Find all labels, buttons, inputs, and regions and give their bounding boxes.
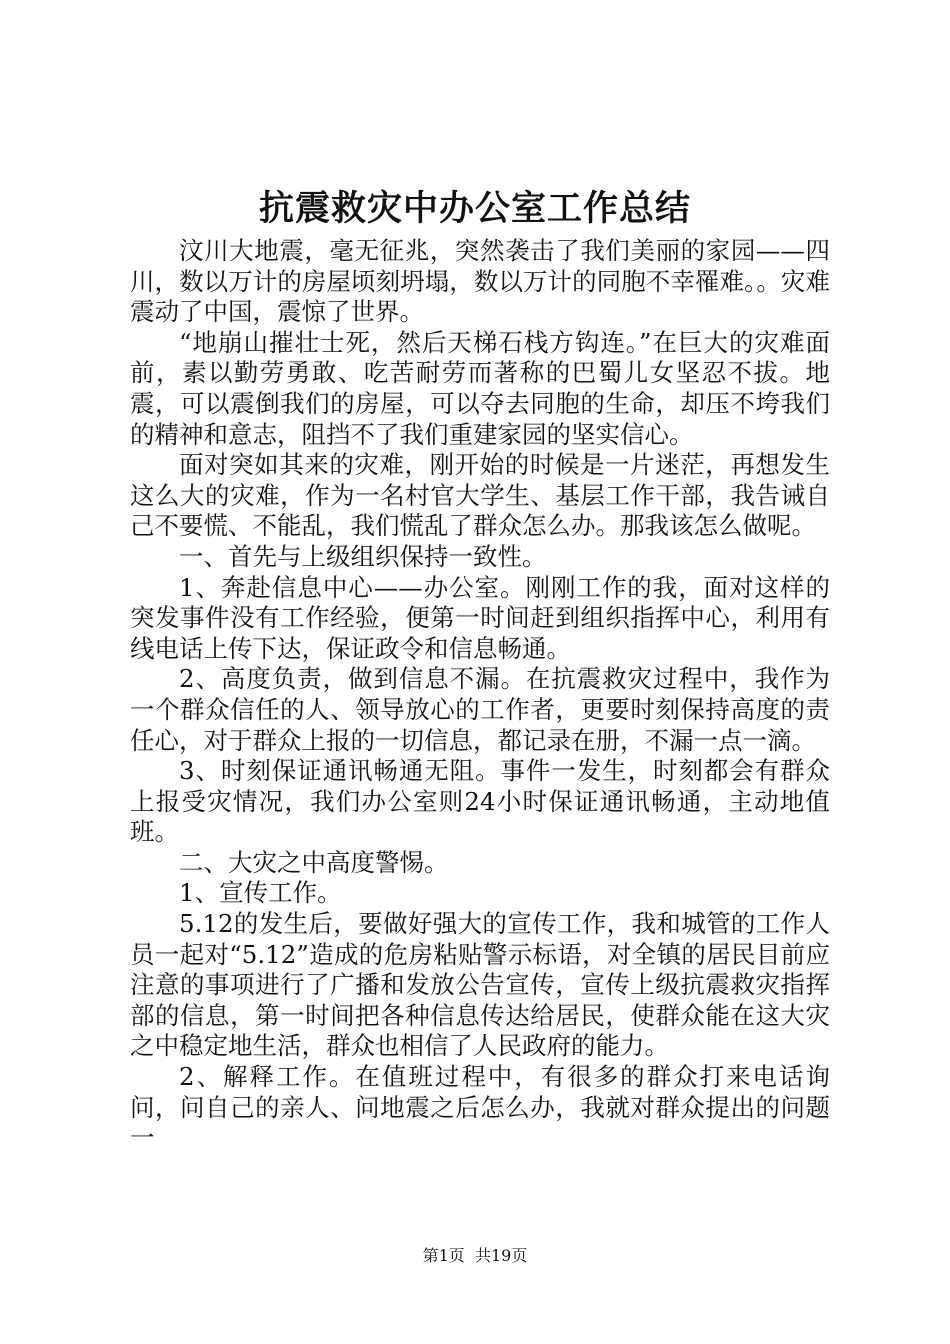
section-heading-1: 一、首先与上级组织保持一致性。 (179, 541, 547, 571)
paragraph-publicity: 5.12的发生后，要做好强大的宣传工作，我和城管的工作人员一起对“5.12”造成的危房粘贴警示标语，对全镇的居民目前应注意的事项进行了广播和发放公告宣传，宣传上级抗震救灾指挥部的信息，第一时间把各种信息传达给居民，使群众能在这大灾之中稳定地生活，群众也相信了人民政府的能力。 (130, 909, 830, 1061)
document-body (130, 236, 830, 1154)
document-title: 抗震救灾中办公室工作总结 (258, 189, 691, 229)
paragraph-item-1-3: 3、时刻保证通讯畅通无阻。事件一发生，时刻都会有群众上报受灾情况，我们办公室则24小时保证通讯畅通，主动地值班。 (130, 756, 830, 847)
paragraph-item-1-1: 1、奔赴信息中心——办公室。刚刚工作的我，面对这样的突发事件没有工作经验，便第一时间赶到组织指挥中心，利用有线电话上传下达，保证政令和信息畅通。 (130, 572, 830, 663)
section-heading-2: 二、大灾之中高度警惕。 (179, 847, 449, 877)
paragraph-facing-disaster: 面对突如其来的灾难，刚开始的时候是一片迷茫，再想发生这么大的灾难，作为一名村官大学生、基层工作干部，我告诫自己不要慌、不能乱，我们慌乱了群众怎么办。那我该怎么做呢。 (130, 450, 830, 541)
page-total: 共19页 (474, 1246, 528, 1265)
paragraph-intro: 汶川大地震，毫无征兆，突然袭击了我们美丽的家园——四川，数以万计的房屋顷刻坍塌，数以万计的同胞不幸罹难。。灾难震动了中国，震惊了世界。 (130, 236, 830, 327)
page-number: 第1页 (422, 1246, 465, 1265)
subheading-2-1: 1、宣传工作。 (179, 878, 342, 908)
paragraph-item-1-2: 2、高度负责，做到信息不漏。在抗震救灾过程中，我作为一个群众信任的人、领导放心的工作者，更要时刻保持高度的责任心，对于群众上报的一切信息，都记录在册，不漏一点一滴。 (130, 664, 830, 755)
paragraph-quote: “地崩山摧壮士死，然后天梯石栈方钩连。”在巨大的灾难面前，素以勤劳勇敢、吃苦耐劳而著称的巴蜀儿女坚忍不拔。地震，可以震倒我们的房屋，可以夺去同胞的生命，却压不垮我们的精神和意志，阻挡不了我们重建家园的坚实信心。 (130, 327, 830, 449)
paragraph-item-2-2: 2、解释工作。在值班过程中，有很多的群众打来电话询问，问自己的亲人、问地震之后怎么办，我就对群众提出的问题一 (130, 1062, 830, 1153)
page-footer (0, 1245, 950, 1267)
